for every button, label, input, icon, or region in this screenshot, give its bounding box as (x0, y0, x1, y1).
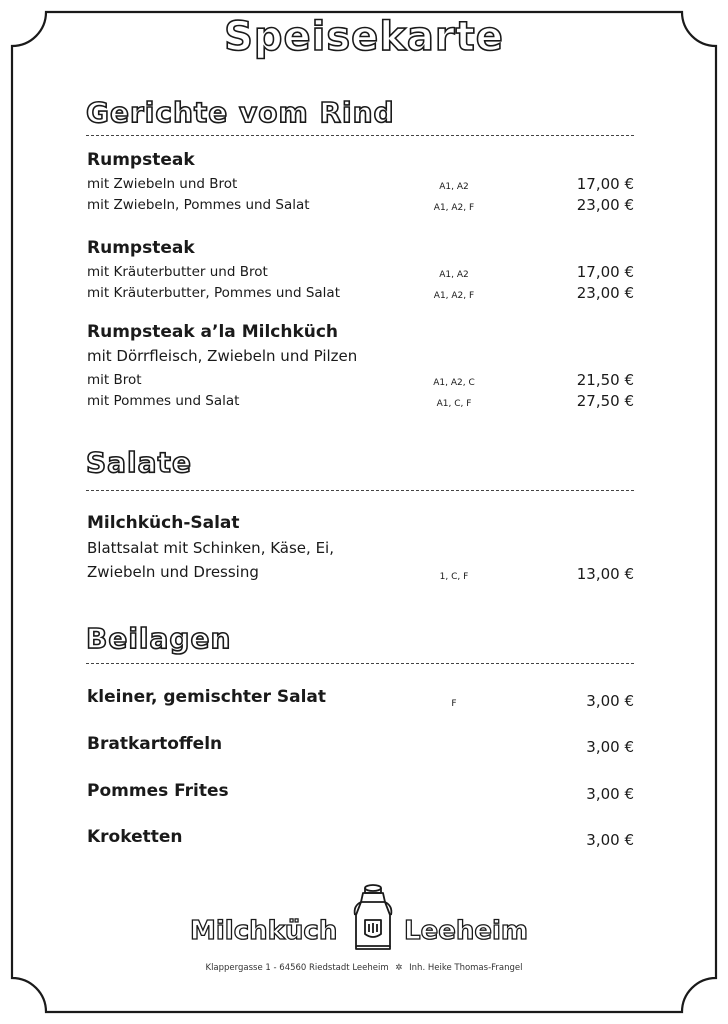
dish-name: Rumpsteak a’la Milchküch (87, 322, 339, 342)
side-dish-price: 3,00 € (586, 785, 634, 803)
dish-price: 13,00 € (576, 565, 634, 583)
allergen-codes: A1, A2, F (433, 203, 475, 213)
section-title-beilagen: Beilagen (86, 622, 232, 655)
dish-variant: mit Pommes und Salat (87, 393, 240, 409)
dish-variant: mit Zwiebeln und Brot (87, 176, 238, 192)
dish-description: mit Dörrfleisch, Zwiebeln und Pilzen (87, 347, 358, 365)
dish-name: Milchküch-Salat (87, 513, 240, 533)
dish-variant: mit Brot (87, 372, 142, 388)
dish-name: Rumpsteak (87, 238, 195, 258)
section-divider (86, 663, 634, 664)
side-dish-price: 3,00 € (586, 692, 634, 710)
dish-price: 17,00 € (576, 263, 634, 281)
allergen-codes: A1, A2, F (433, 291, 475, 301)
side-dish-name: Pommes Frites (87, 781, 229, 801)
dish-description: Zwiebeln und Dressing (87, 563, 259, 581)
logo-text-right: Leeheim (404, 916, 528, 946)
dish-price: 23,00 € (576, 284, 634, 302)
allergen-codes: A1, A2 (439, 270, 469, 280)
dish-variant: mit Kräuterbutter, Pommes und Salat (87, 285, 340, 301)
allergen-codes: 1, C, F (439, 572, 469, 582)
dish-variant: mit Zwiebeln, Pommes und Salat (87, 197, 310, 213)
allergen-codes: A1, A2 (439, 182, 469, 192)
footer-owner: Inh. Heike Thomas-Frangel (409, 963, 523, 973)
side-dish-name: Bratkartoffeln (87, 734, 223, 754)
side-dish-price: 3,00 € (586, 738, 634, 756)
side-dish-name: kleiner, gemischter Salat (87, 687, 327, 707)
allergen-codes: F (451, 699, 457, 709)
dish-price: 27,50 € (576, 392, 634, 410)
footer-separator: ✲ (395, 963, 403, 973)
dish-price: 23,00 € (576, 196, 634, 214)
section-title-rind: Gerichte vom Rind (86, 96, 395, 129)
footer-address: Klappergasse 1 - 64560 Riedstadt Leeheim (205, 963, 389, 973)
allergen-codes: A1, A2, C (433, 378, 475, 388)
footer-info (0, 963, 728, 973)
allergen-codes: A1, C, F (436, 399, 472, 409)
dish-price: 17,00 € (576, 175, 634, 193)
side-dish-price: 3,00 € (586, 831, 634, 849)
side-dish-name: Kroketten (87, 827, 183, 847)
dish-description: Blattsalat mit Schinken, Käse, Ei, (87, 539, 334, 557)
section-divider (86, 490, 634, 491)
section-title-salate: Salate (86, 446, 192, 479)
logo-text-left: Milchküch (190, 916, 338, 946)
section-divider (86, 135, 634, 136)
dish-variant: mit Kräuterbutter und Brot (87, 264, 268, 280)
milk-can-icon (348, 882, 398, 952)
dish-name: Rumpsteak (87, 150, 195, 170)
dish-price: 21,50 € (576, 371, 634, 389)
menu-title: Speisekarte (224, 14, 504, 60)
